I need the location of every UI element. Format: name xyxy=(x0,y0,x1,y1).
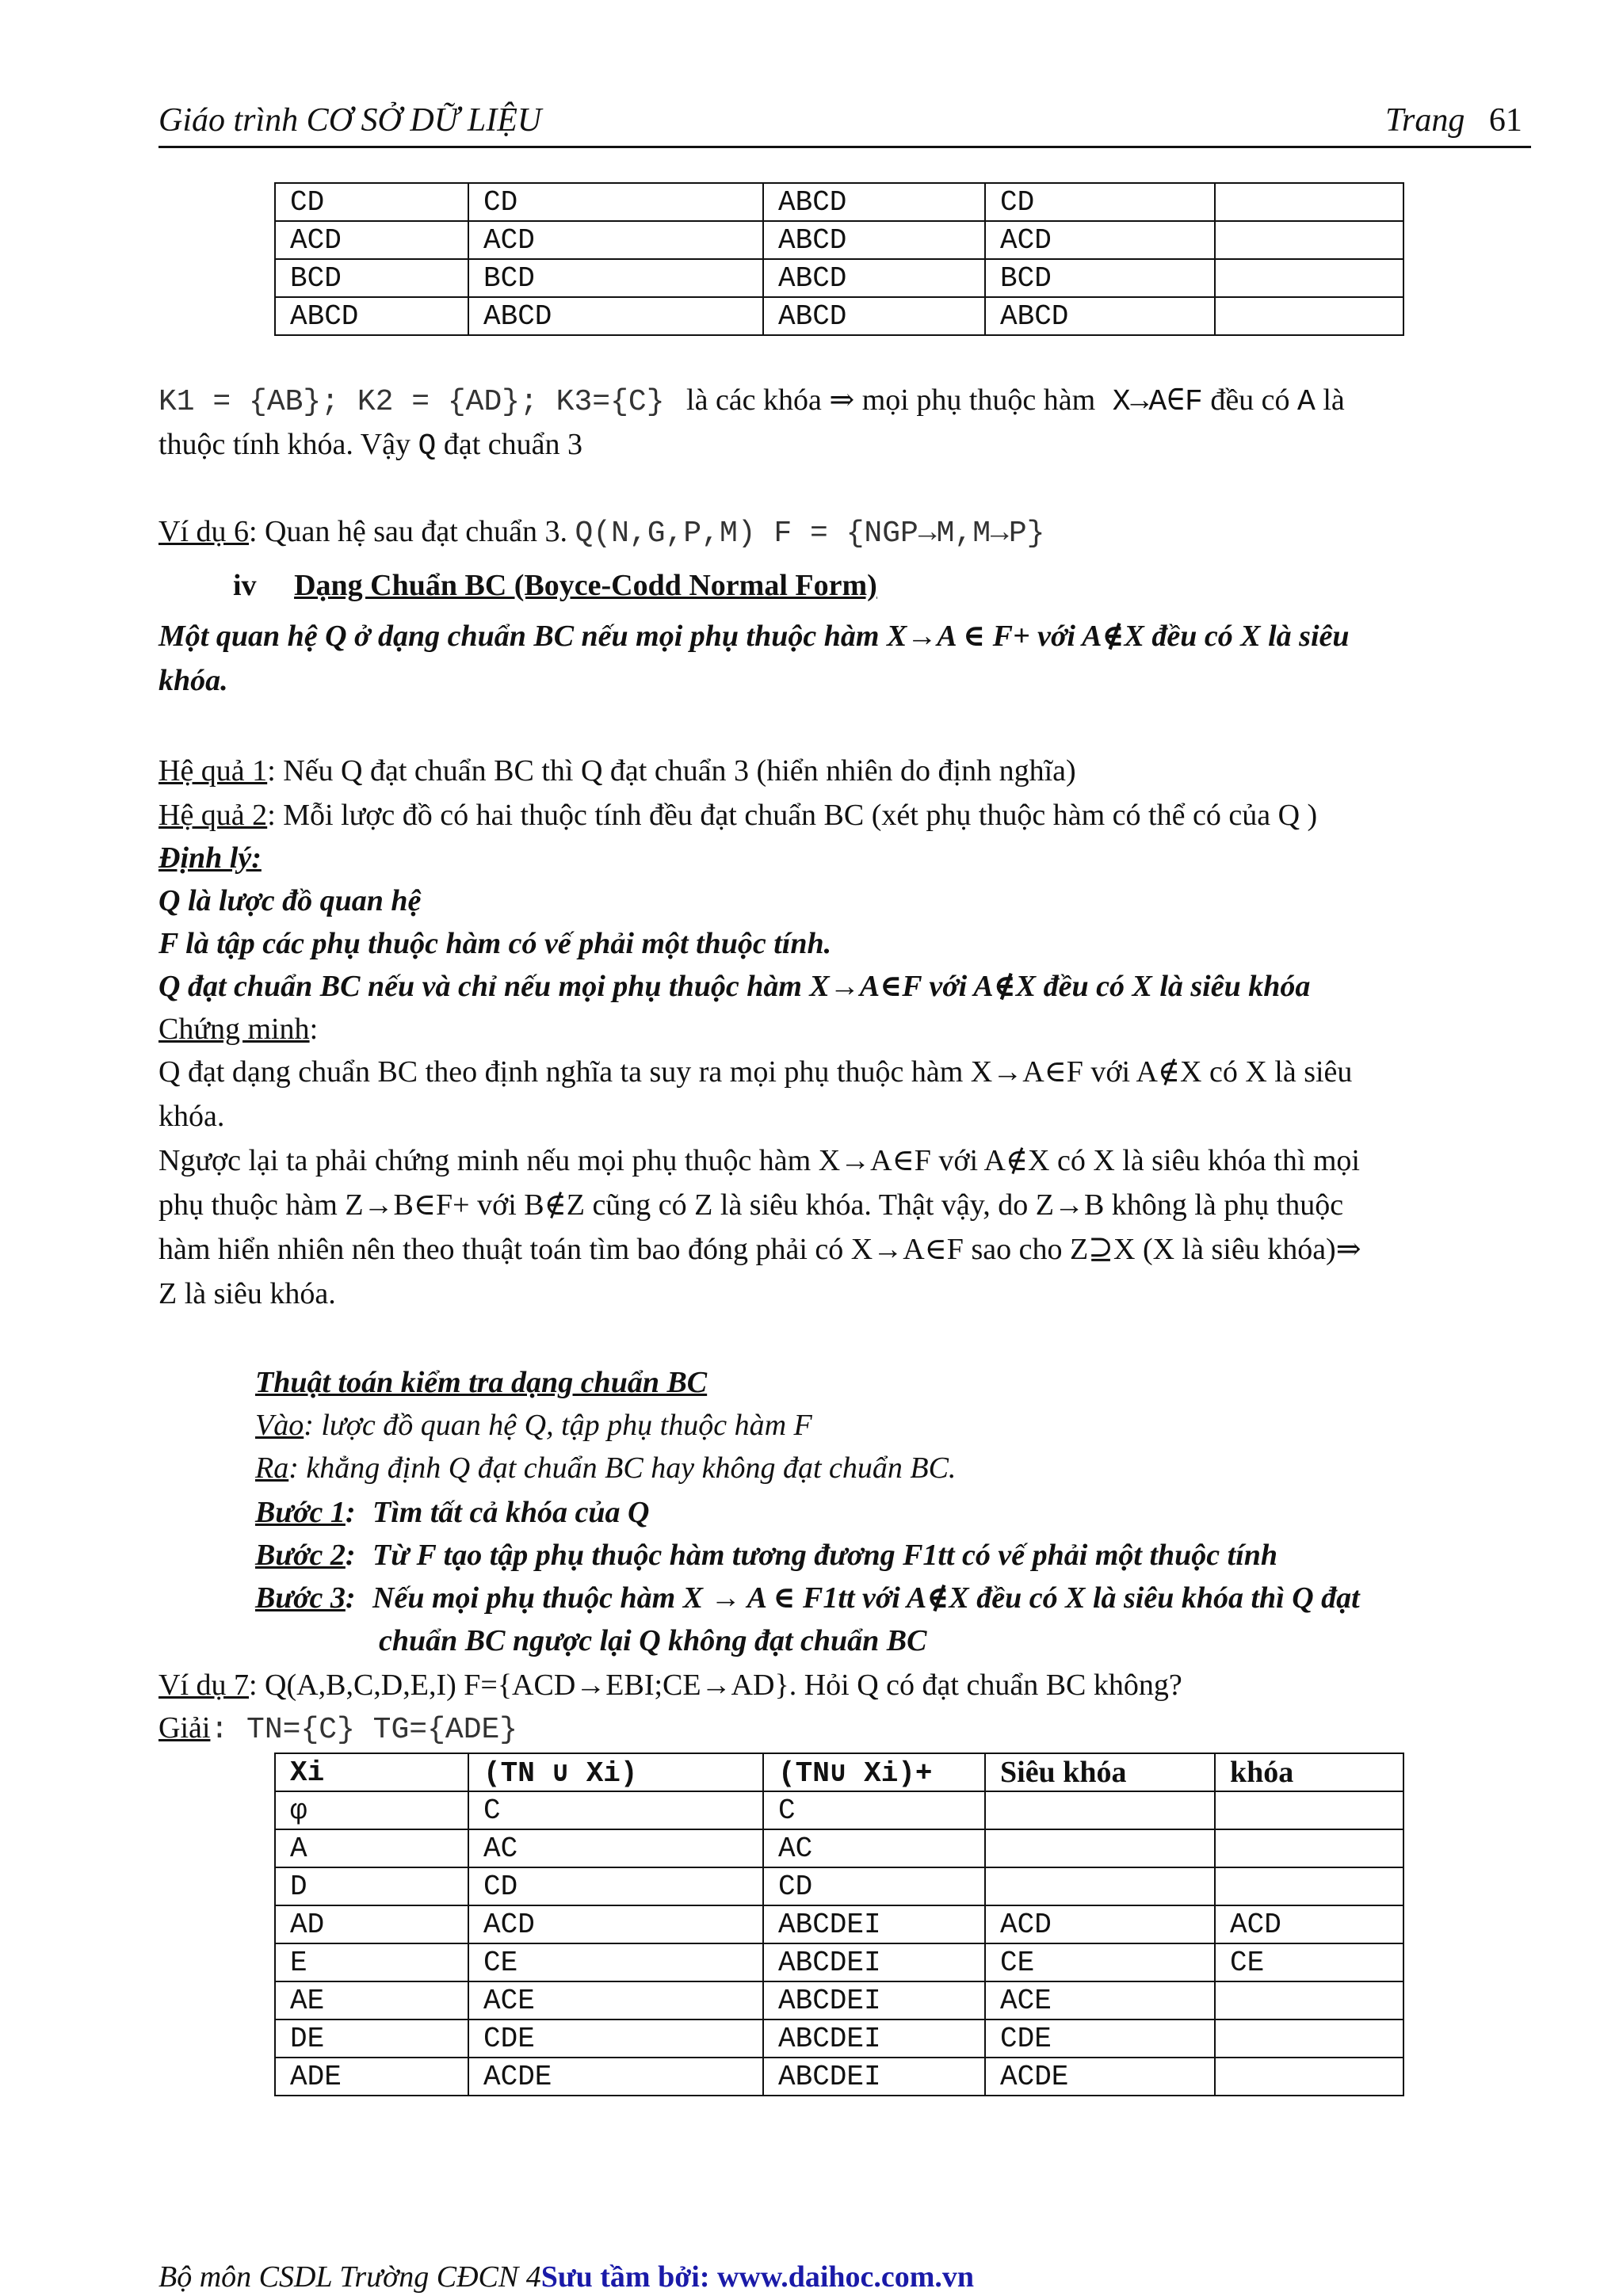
column-header: Xi xyxy=(275,1753,468,1791)
proof-line5: hàm hiển nhiên nên theo thuật toán tìm bao đóng phải có X→A∈F sao cho Z⊇X (X là siêu khóa)⇒ xyxy=(158,1233,1361,1266)
table-cell: ADE xyxy=(275,2058,468,2096)
table-cell xyxy=(1215,1829,1403,1867)
example-6 xyxy=(158,513,1044,552)
table-row xyxy=(275,1943,1403,1981)
table-cell xyxy=(1215,221,1403,259)
text-segment: đạt chuẩn 3 xyxy=(443,428,582,461)
column-header: (TN∪ Xi)+ xyxy=(763,1753,985,1791)
table-row xyxy=(275,259,1403,297)
proof-line6: Z là siêu khóa. xyxy=(158,1277,336,1310)
text-segment: : Quan hệ sau đạt chuẩn 3. xyxy=(249,515,568,548)
fd-inline: Q(N,G,P,M) F = {NGP→M,M→P} xyxy=(575,517,1045,551)
table-row xyxy=(275,1905,1403,1943)
table-cell xyxy=(985,1791,1215,1829)
table-cell: CD xyxy=(468,1867,763,1905)
theorem-line2: F là tập các phụ thuộc hàm có vế phải một thuộc tính. xyxy=(158,927,832,960)
text-segment: : Nếu Q đạt chuẩn BC thì Q đạt chuẩn 3 (hiển nhiên do định nghĩa) xyxy=(267,754,1076,788)
table-cell: ACDE xyxy=(468,2058,763,2096)
table-cell: CD xyxy=(985,183,1215,221)
solution-line xyxy=(158,1710,517,1749)
table-cell: ACD xyxy=(1215,1905,1403,1943)
table-cell: C xyxy=(763,1791,985,1829)
footer-credit-label: Sưu tầm bởi: xyxy=(540,2260,710,2294)
theorem-label: Định lý: xyxy=(158,841,262,875)
table-row xyxy=(275,1981,1403,2019)
text-segment: đều có xyxy=(1210,383,1290,417)
table-cell xyxy=(985,1829,1215,1867)
table-cell: A xyxy=(275,1829,468,1867)
table-cell: CD xyxy=(275,183,468,221)
definition-line2: khóa. xyxy=(158,664,228,697)
table-cell: ABCD xyxy=(763,183,985,221)
table-cell: CDE xyxy=(468,2019,763,2058)
fd-inline: X→A∈F xyxy=(1112,385,1203,419)
table-cell: ABCDEI xyxy=(763,2058,985,2096)
table-row xyxy=(275,2058,1403,2096)
step-label: Bước 3 xyxy=(255,1581,346,1615)
table-row xyxy=(275,1829,1403,1867)
step-label: Bước 2 xyxy=(255,1539,346,1572)
footer-department: Bộ môn CSDL Trường CĐCN 4 xyxy=(158,2260,541,2294)
tn-tg-sets: : TN={C} TG={ADE} xyxy=(210,1713,518,1747)
table-cell: ACD xyxy=(468,1905,763,1943)
algorithm-input xyxy=(255,1407,812,1444)
table-cell: BCD xyxy=(275,259,468,297)
proof-line4: phụ thuộc hàm Z→B∈F+ với B∉Z cũng có Z là siêu khóa. Thật vậy, do Z→B không là phụ thuộc xyxy=(158,1188,1344,1222)
page-number: 61 xyxy=(1488,102,1522,139)
table-cell xyxy=(1215,1867,1403,1905)
table-cell: CD xyxy=(468,183,763,221)
page-label: Trang xyxy=(1385,102,1465,139)
input-label: Vào xyxy=(255,1409,304,1442)
column-header: (TN ∪ Xi) xyxy=(468,1753,763,1791)
table-cell: ACD xyxy=(985,1905,1215,1943)
keys-paragraph-line1 xyxy=(158,382,1531,421)
table-cell xyxy=(1215,1981,1403,2019)
table-cell: AC xyxy=(763,1829,985,1867)
table-cell xyxy=(1215,2058,1403,2096)
table-cell: CD xyxy=(763,1867,985,1905)
proof-title: Chứng minh xyxy=(158,1013,310,1046)
step-text: Từ F tạo tập phụ thuộc hàm tương đương F1tt có vế phải một thuộc tính xyxy=(372,1539,1278,1572)
table-cell: C xyxy=(468,1791,763,1829)
table-header-row xyxy=(275,1753,1403,1791)
proof-line1: Q đạt dạng chuẩn BC theo định nghĩa ta suy ra mọi phụ thuộc hàm X→A∈F với A∉X có X là siêu xyxy=(158,1055,1353,1089)
step-label: Bước 1 xyxy=(255,1496,346,1529)
table-cell: ACDE xyxy=(985,2058,1215,2096)
corollary-2 xyxy=(158,797,1317,833)
table-cell: ACD xyxy=(275,221,468,259)
text-segment: thuộc tính khóa. Vậy xyxy=(158,428,411,461)
theorem-line3: Q đạt chuẩn BC nếu và chỉ nếu mọi phụ thuộc hàm X→A∈F với A∉X đều có X là siêu khóa xyxy=(158,970,1311,1003)
table-cell xyxy=(1215,1791,1403,1829)
proof-line2: khóa. xyxy=(158,1100,225,1133)
algorithm-title: Thuật toán kiểm tra dạng chuẩn BC xyxy=(255,1366,708,1399)
table-row xyxy=(275,221,1403,259)
corollary-1 xyxy=(158,753,1076,789)
table-cell: CE xyxy=(985,1943,1215,1981)
table-cell xyxy=(1215,259,1403,297)
header-rule xyxy=(158,146,1531,148)
column-header: Siêu khóa xyxy=(985,1753,1215,1791)
table-cell: ABCDEI xyxy=(763,2019,985,2058)
text-segment: : Mỗi lược đồ có hai thuộc tính đều đạt chuẩn BC (xét phụ thuộc hàm có thể có của Q ) xyxy=(267,799,1318,832)
page-footer xyxy=(158,2260,974,2294)
table-row xyxy=(275,1867,1403,1905)
table-cell xyxy=(1215,2019,1403,2058)
table-cell: ABCD xyxy=(763,297,985,335)
text-segment: : lược đồ quan hệ Q, tập phụ thuộc hàm F xyxy=(304,1409,812,1442)
page-number-block xyxy=(1385,101,1522,139)
table-cell: ABCD xyxy=(985,297,1215,335)
table-cell: BCD xyxy=(468,259,763,297)
attr-inline: A xyxy=(1297,385,1316,419)
column-header: khóa xyxy=(1215,1753,1403,1791)
keys-list: K1 = {AB}; K2 = {AD}; K3={C} xyxy=(158,385,665,419)
table-cell xyxy=(1215,183,1403,221)
text-segment: là các khóa ⇒ mọi phụ thuộc hàm xyxy=(686,383,1096,417)
solution-label: Giải xyxy=(158,1711,211,1745)
table-row xyxy=(275,297,1403,335)
corollary-label: Hệ quả 2 xyxy=(158,799,268,832)
table-cell: D xyxy=(275,1867,468,1905)
text-segment: là xyxy=(1323,383,1345,417)
table-cell: ABCDEI xyxy=(763,1943,985,1981)
text-segment: : khẳng định Q đạt chuẩn BC hay không đạt chuẩn BC. xyxy=(288,1451,957,1485)
table-cell: ACD xyxy=(985,221,1215,259)
table-cell: ABCDEI xyxy=(763,1905,985,1943)
algorithm-output xyxy=(255,1450,956,1486)
corollary-label: Hệ quả 1 xyxy=(158,754,268,788)
table-row xyxy=(275,2019,1403,2058)
table-cell: CE xyxy=(1215,1943,1403,1981)
table-cell: E xyxy=(275,1943,468,1981)
table-cell: CDE xyxy=(985,2019,1215,2058)
table-cell: ABCD xyxy=(763,221,985,259)
table-row xyxy=(275,183,1403,221)
algorithm-step-3: Bước 3: Nếu mọi phụ thuộc hàm X → A ∈ F1tt với A∉X đều có X là siêu khóa thì Q đạt xyxy=(255,1581,1360,1615)
text-segment: : Q(A,B,C,D,E,I) F={ACD→EBI;CE→AD}. Hỏi Q có đạt chuẩn BC không? xyxy=(249,1669,1182,1702)
example-label: Ví dụ 7 xyxy=(158,1669,249,1702)
table-cell: ACE xyxy=(468,1981,763,2019)
relation-inline: Q xyxy=(418,429,437,463)
table-cell: ABCD xyxy=(763,259,985,297)
output-label: Ra xyxy=(255,1451,289,1485)
algorithm-step-2: Bước 2: Từ F tạo tập phụ thuộc hàm tương đương F1tt có vế phải một thuộc tính xyxy=(255,1539,1278,1572)
table-cell: AE xyxy=(275,1981,468,2019)
algorithm-step-3-cont: chuẩn BC ngược lại Q không đạt chuẩn BC xyxy=(379,1624,927,1657)
table-cell: DE xyxy=(275,2019,468,2058)
section-number: iv xyxy=(233,569,257,602)
table-cell: ACD xyxy=(468,221,763,259)
table-cell: ABCD xyxy=(275,297,468,335)
section-heading xyxy=(233,567,877,604)
example-7 xyxy=(158,1667,1182,1703)
proof-label: Chứng minh: xyxy=(158,1013,319,1046)
step-text: Nếu mọi phụ thuộc hàm X → A ∈ F1tt với A∉X đều có X là siêu khóa thì Q đạt xyxy=(372,1581,1360,1615)
page-header-title: Giáo trình CƠ SỞ DỮ LIỆU xyxy=(158,102,542,139)
superkey-table xyxy=(274,1753,1404,2096)
closure-table-continued xyxy=(274,182,1404,336)
step-text: Tìm tất cả khóa của Q xyxy=(372,1496,650,1529)
table-cell: ACE xyxy=(985,1981,1215,2019)
theorem-line1: Q là lược đồ quan hệ xyxy=(158,884,422,917)
table-row xyxy=(275,1791,1403,1829)
table-cell: AC xyxy=(468,1829,763,1867)
section-title: Dạng Chuẩn BC (Boyce-Codd Normal Form) xyxy=(294,569,877,602)
table-cell: AD xyxy=(275,1905,468,1943)
footer-website-link[interactable]: www.daihoc.com.vn xyxy=(716,2260,975,2294)
definition-line1: Một quan hệ Q ở dạng chuẩn BC nếu mọi phụ thuộc hàm X→A ∈ F+ với A∉X đều có X là siêu xyxy=(158,620,1350,653)
keys-paragraph-line2 xyxy=(158,426,582,465)
table-cell xyxy=(985,1867,1215,1905)
proof-line3: Ngược lại ta phải chứng minh nếu mọi phụ thuộc hàm X→A∈F với A∉X có X là siêu khóa thì mọi xyxy=(158,1144,1360,1177)
table-cell: ABCD xyxy=(468,297,763,335)
table-cell xyxy=(1215,297,1403,335)
table-cell: ABCDEI xyxy=(763,1981,985,2019)
table-cell: CE xyxy=(468,1943,763,1981)
algorithm-step-1: Bước 1: Tìm tất cả khóa của Q xyxy=(255,1496,650,1529)
example-label: Ví dụ 6 xyxy=(158,515,249,548)
table-cell: φ xyxy=(275,1791,468,1829)
table-cell: BCD xyxy=(985,259,1215,297)
